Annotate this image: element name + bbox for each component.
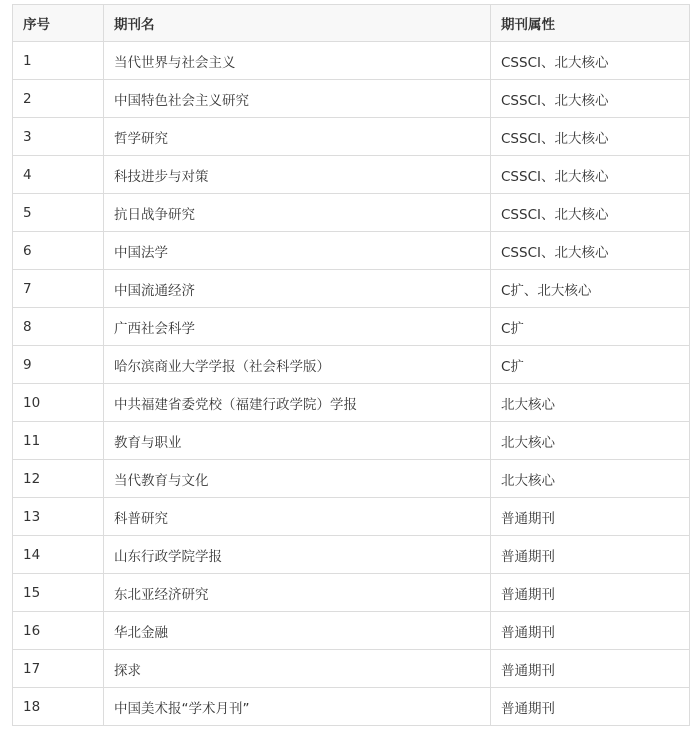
cell-index: 15 [13, 574, 104, 612]
cell-index: 2 [13, 80, 104, 118]
cell-index: 11 [13, 422, 104, 460]
table-row [13, 270, 690, 308]
cell-index: 9 [13, 346, 104, 384]
cell-index: 4 [13, 156, 104, 194]
header-journal-attribute: 期刊属性 [491, 5, 690, 42]
cell-journal-attribute: C扩 [491, 346, 690, 384]
cell-index: 14 [13, 536, 104, 574]
cell-index: 8 [13, 308, 104, 346]
cell-journal-name: 华北金融 [104, 612, 491, 650]
cell-journal-name: 抗日战争研究 [104, 194, 491, 232]
journal-table [12, 4, 690, 726]
table-row [13, 460, 690, 498]
table-row [13, 384, 690, 422]
table-row [13, 688, 690, 726]
cell-journal-attribute: CSSCI、北大核心 [491, 80, 690, 118]
cell-journal-name: 当代世界与社会主义 [104, 42, 491, 80]
cell-index: 18 [13, 688, 104, 726]
header-journal-name: 期刊名 [104, 5, 491, 42]
cell-journal-attribute: 普通期刊 [491, 650, 690, 688]
cell-journal-attribute: 普通期刊 [491, 688, 690, 726]
table-row [13, 156, 690, 194]
cell-journal-name: 哲学研究 [104, 118, 491, 156]
cell-journal-attribute: 北大核心 [491, 460, 690, 498]
cell-journal-attribute: CSSCI、北大核心 [491, 156, 690, 194]
table-body [13, 42, 690, 726]
cell-journal-attribute: 普通期刊 [491, 536, 690, 574]
table-row [13, 536, 690, 574]
table-row [13, 42, 690, 80]
table-row [13, 232, 690, 270]
cell-journal-name: 探求 [104, 650, 491, 688]
cell-journal-attribute: 普通期刊 [491, 498, 690, 536]
cell-journal-name: 中国特色社会主义研究 [104, 80, 491, 118]
cell-journal-name: 中国流通经济 [104, 270, 491, 308]
cell-journal-name: 教育与职业 [104, 422, 491, 460]
table-row [13, 422, 690, 460]
cell-index: 16 [13, 612, 104, 650]
cell-journal-name: 中国法学 [104, 232, 491, 270]
cell-index: 10 [13, 384, 104, 422]
table-row [13, 118, 690, 156]
table-row [13, 194, 690, 232]
cell-journal-attribute: CSSCI、北大核心 [491, 118, 690, 156]
table-row [13, 574, 690, 612]
cell-journal-attribute: CSSCI、北大核心 [491, 42, 690, 80]
cell-journal-name: 东北亚经济研究 [104, 574, 491, 612]
table-row [13, 346, 690, 384]
cell-journal-attribute: C扩、北大核心 [491, 270, 690, 308]
journal-table-container [12, 4, 689, 726]
cell-journal-name: 广西社会科学 [104, 308, 491, 346]
cell-journal-name: 科技进步与对策 [104, 156, 491, 194]
cell-journal-attribute: 北大核心 [491, 422, 690, 460]
table-row [13, 308, 690, 346]
cell-index: 17 [13, 650, 104, 688]
cell-index: 12 [13, 460, 104, 498]
cell-index: 5 [13, 194, 104, 232]
cell-index: 13 [13, 498, 104, 536]
cell-journal-name: 科普研究 [104, 498, 491, 536]
cell-journal-attribute: 北大核心 [491, 384, 690, 422]
cell-index: 1 [13, 42, 104, 80]
cell-journal-attribute: CSSCI、北大核心 [491, 232, 690, 270]
table-header-row [13, 5, 690, 42]
cell-journal-attribute: CSSCI、北大核心 [491, 194, 690, 232]
cell-journal-attribute: C扩 [491, 308, 690, 346]
table-row [13, 612, 690, 650]
cell-journal-attribute: 普通期刊 [491, 612, 690, 650]
table-row [13, 650, 690, 688]
cell-journal-name: 中国美术报“学术月刊” [104, 688, 491, 726]
cell-journal-name: 哈尔滨商业大学学报（社会科学版） [104, 346, 491, 384]
cell-journal-name: 中共福建省委党校（福建行政学院）学报 [104, 384, 491, 422]
cell-journal-name: 当代教育与文化 [104, 460, 491, 498]
table-row [13, 80, 690, 118]
cell-journal-name: 山东行政学院学报 [104, 536, 491, 574]
table-row [13, 498, 690, 536]
header-index: 序号 [13, 5, 104, 42]
cell-index: 7 [13, 270, 104, 308]
cell-journal-attribute: 普通期刊 [491, 574, 690, 612]
cell-index: 3 [13, 118, 104, 156]
cell-index: 6 [13, 232, 104, 270]
